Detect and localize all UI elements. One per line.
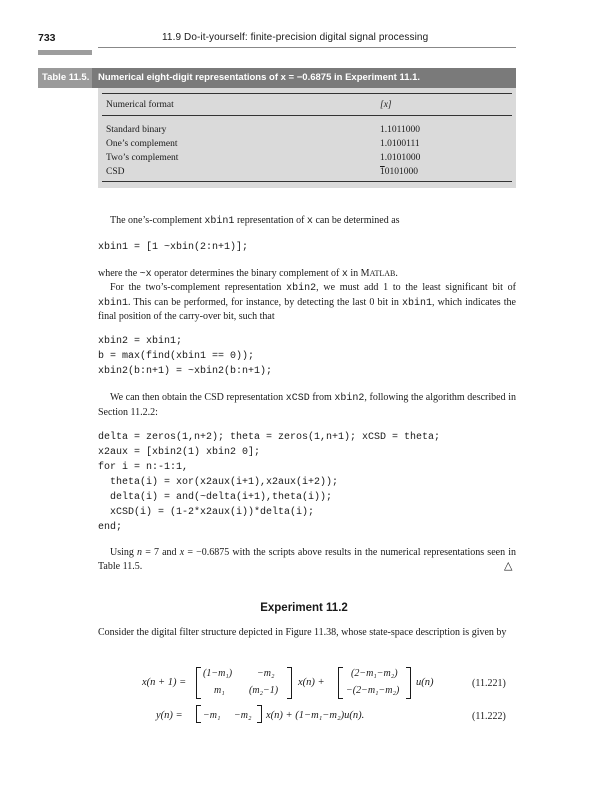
code-block: xbin1 = [1 ~xbin(2:n+1)]; [98,242,249,253]
csd-overbar-digit: 1 [380,167,385,177]
table-title: Numerical eight-digit representations of x = −0.6875 in Experiment 11.1. [98,72,421,83]
table-cell-format: One’s complement [106,139,178,149]
table-cell-value [380,166,418,178]
vector-left-bracket [338,667,343,699]
vector-right-bracket [406,667,411,699]
experiment-heading: Experiment 11.2 [260,602,348,614]
matrix-entry: (m₂−1) [249,685,279,696]
paragraph: For the two’s-complement representation xbin2, we must add 1 to the least significant bit of xbin1. This can be performed, for instance, by detecting the last 0 bit in xbin1, which indicates the final position of the carry-over bit, such that [98,282,516,322]
equation-lhs: x(n + 1) = [142,677,187,688]
header-decoration-bar [38,50,92,55]
table-bottom-rule [102,181,512,182]
equation-term: u(n) [416,677,434,688]
paragraph: Consider the digital filter structure depicted in Figure 11.38, whose state-space description is given by [98,627,507,638]
code-line: delta = zeros(1,n+2); theta = zeros(1,n+1); xCSD = theta; [98,432,441,443]
table-cell-format: Standard binary [106,125,167,135]
table-col-header: [x] [380,100,392,110]
csd-digits: 0101000 [384,167,418,177]
matrix-entry: m₁ [214,685,225,696]
matrix-right-bracket [287,667,292,699]
code-line: end; [98,522,123,533]
row-vector-entry: −m₁ [203,710,221,721]
matrix-entry: (1−m₁) [203,668,233,679]
paragraph: The one’s-complement xbin1 representation of x can be determined as [110,215,400,227]
matrix-left-bracket [196,667,201,699]
equation-lhs: y(n) = [156,710,183,721]
table-cell-value: 1.0101000 [380,153,421,163]
page-number: 733 [38,32,56,44]
equation-term: x(n) + (1−m₁−m₂)u(n). [266,710,365,721]
matrix-entry: −m₂ [257,668,275,679]
vector-entry: (2−m₁−m₂) [351,668,398,679]
table-label: Table 11.5. [38,68,92,88]
table-top-rule [102,93,512,94]
row-vector-left-bracket [196,705,201,723]
code-line: xbin2 = xbin1; [98,336,183,347]
row-vector-entry: −m₂ [234,710,252,721]
code-line: theta(i) = xor(x2aux(i+1),x2aux(i+2)); [98,477,339,488]
table-cell-value: 1.1011000 [380,125,421,135]
table-cell-value: 1.0100111 [380,139,420,149]
code-line: for i = n:-1:1, [98,462,189,473]
paragraph: Using n = 7 and x = −0.6875 with the scripts above results in the numerical representations seen in Table 11.5. [98,547,516,572]
vector-entry: −(2−m₁−m₂) [346,685,400,696]
table-cell-format: CSD [106,167,125,177]
end-of-example-triangle: △ [504,560,513,572]
table-col-header: Numerical format [106,100,174,110]
equation-term: x(n) + [298,677,325,688]
code-line: b = max(find(xbin1 == 0)); [98,351,255,362]
code-line: xCSD(i) = (1-2*x2aux(i))*delta(i); [98,507,315,518]
equation-number: (11.222) [472,711,506,722]
equation-number: (11.221) [472,678,506,689]
table-cell-format: Two’s complement [106,153,179,163]
running-title: 11.9 Do-it-yourself: finite-precision digital signal processing [162,32,429,43]
code-line: delta(i) = and(~delta(i+1),theta(i)); [98,492,333,503]
code-line: xbin2(b:n+1) = ~xbin2(b:n+1); [98,366,273,377]
code-line: x2aux = [xbin2(1) xbin2 0]; [98,447,261,458]
paragraph: We can then obtain the CSD representation xCSD from xbin2, following the algorithm described in Section 11.2.2: [98,392,516,418]
paragraph: where the ~x operator determines the binary complement of x in MATLAB. [98,268,398,280]
header-rule [98,47,516,48]
table-mid-rule [102,115,512,116]
row-vector-right-bracket [257,705,262,723]
